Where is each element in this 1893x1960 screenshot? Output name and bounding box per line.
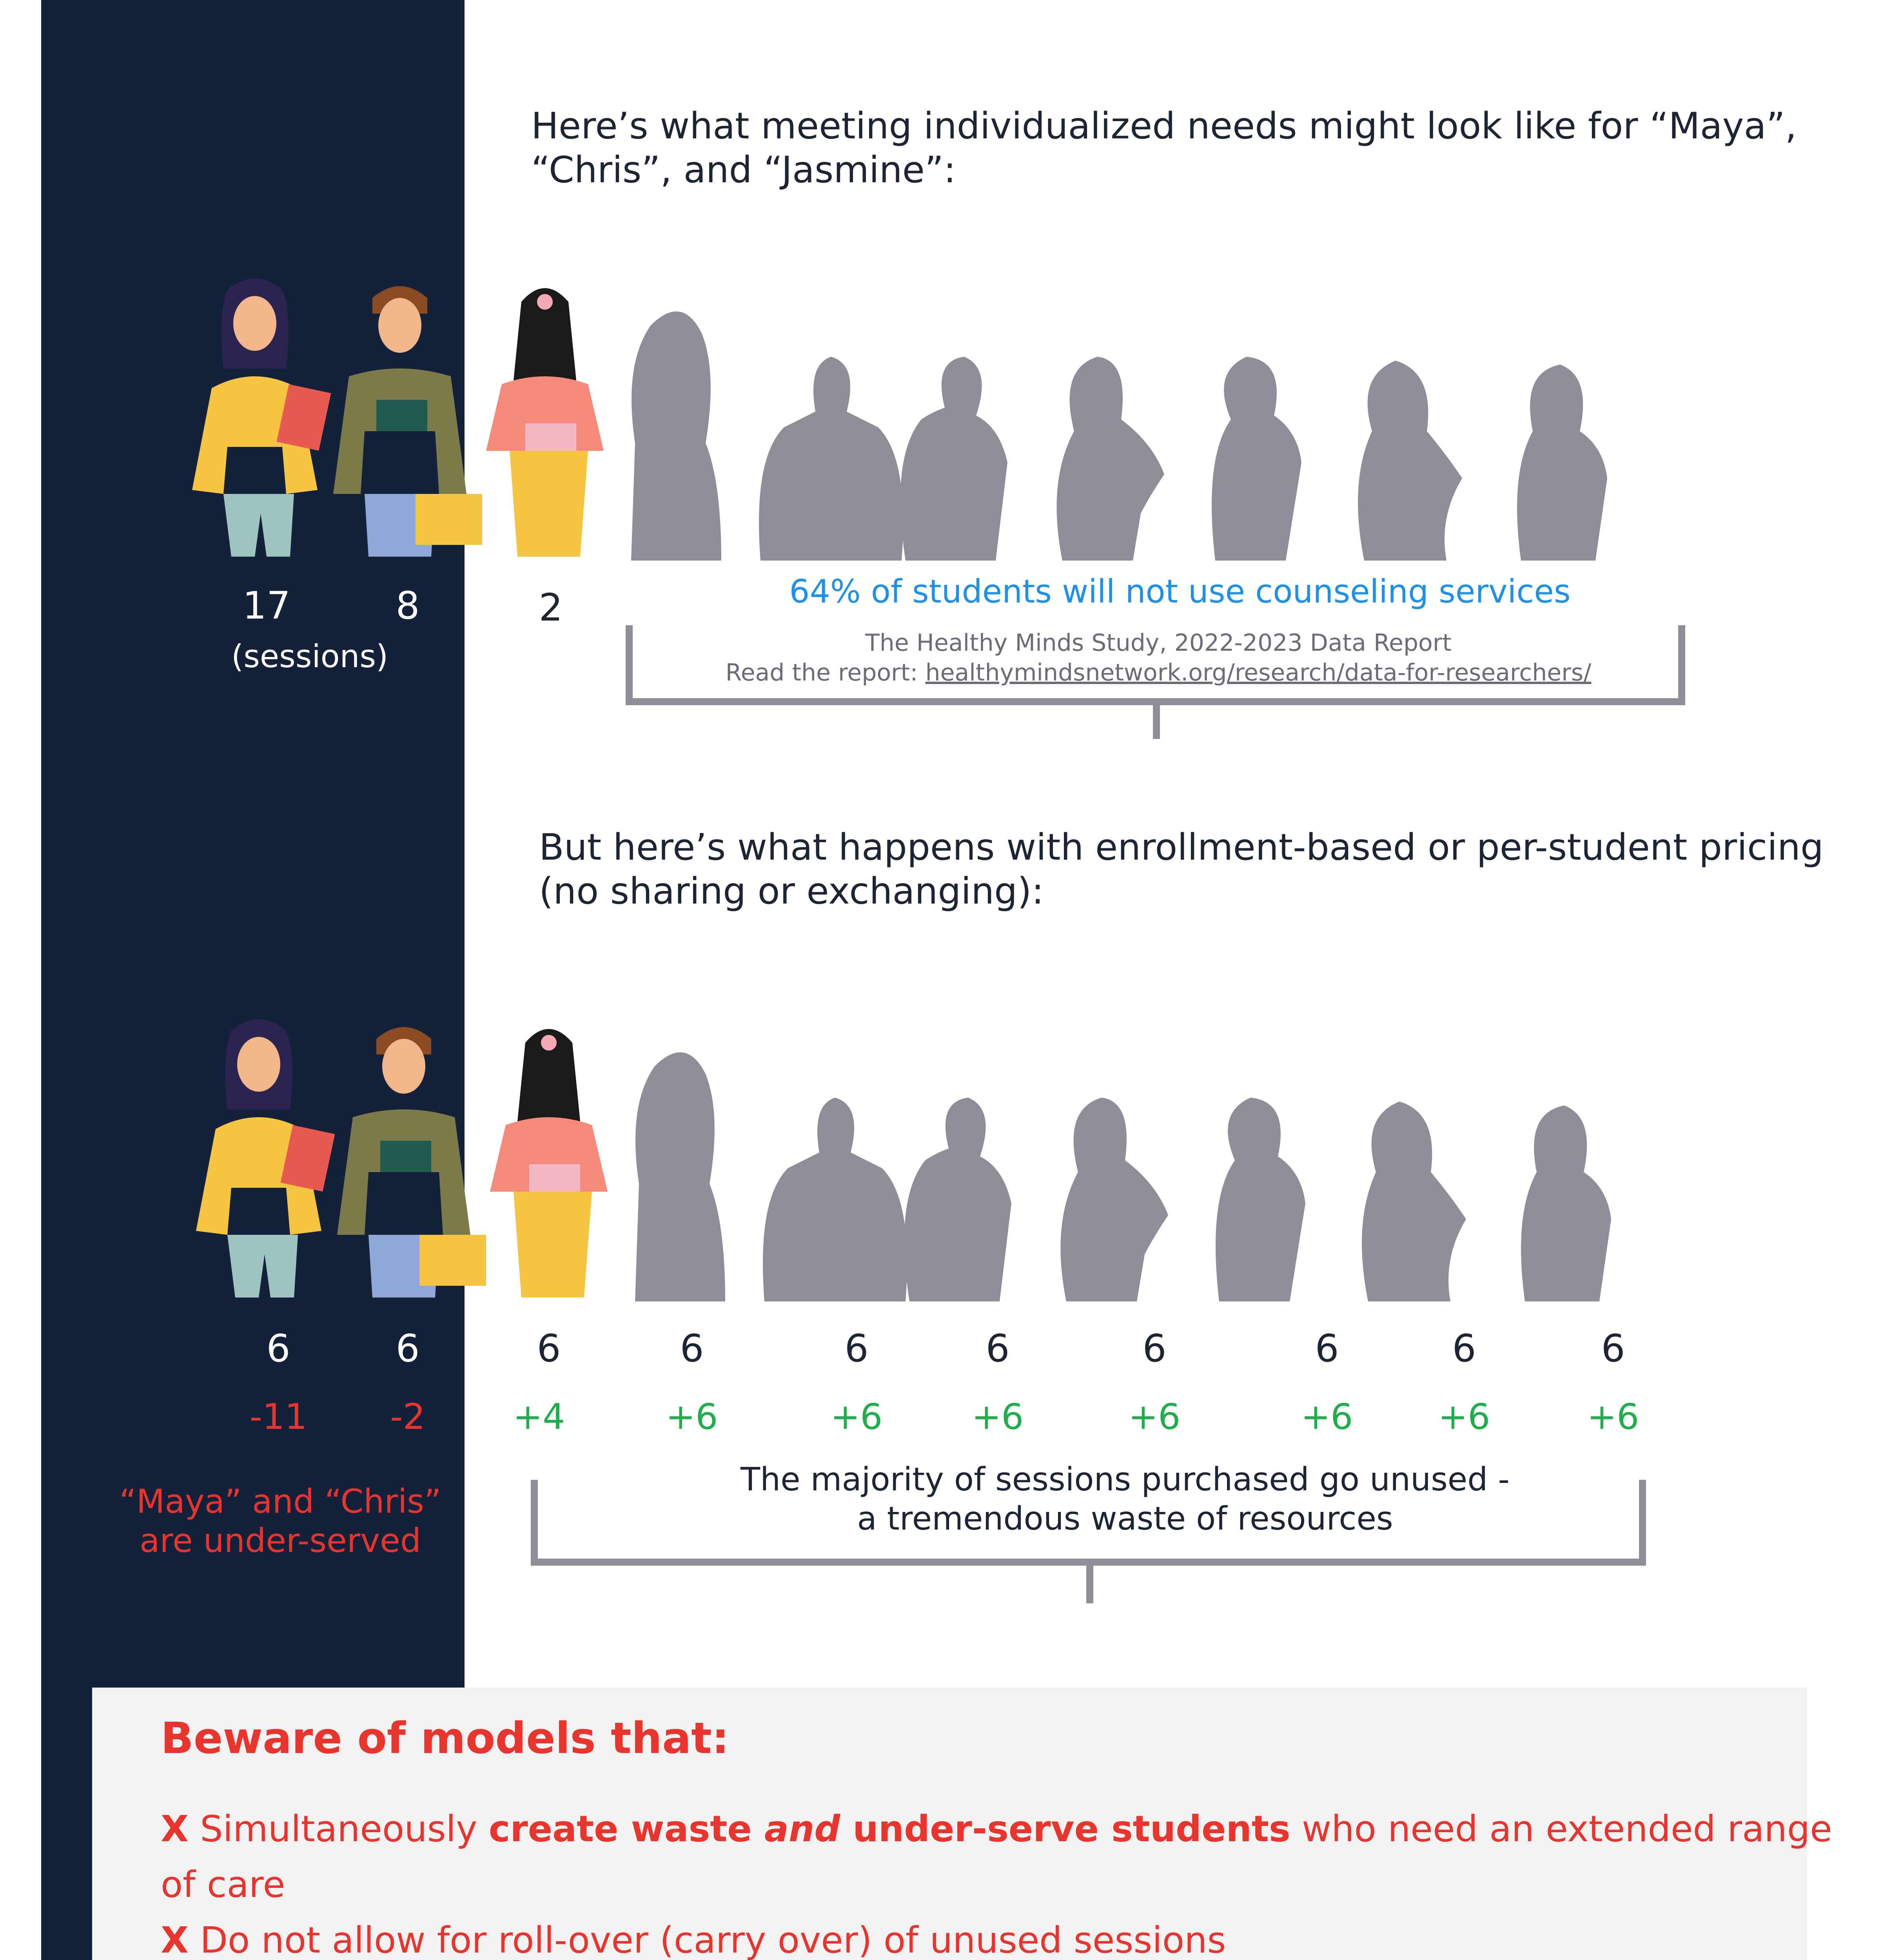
people-row-2: [192, 1015, 1760, 1301]
allotment-4: 6: [680, 1327, 704, 1370]
majority-line-1: The majority of sessions purchased go unused -: [741, 1461, 1510, 1498]
beware-item-1-continued: of care: [161, 1864, 285, 1906]
maya-illustration: [192, 278, 331, 557]
difference-5: +6: [830, 1396, 883, 1437]
maya-sessions: 17: [242, 584, 291, 628]
underserved-note: [104, 1482, 457, 1560]
intro-2-line-1: But here’s what happens with enrollment-based or per-student pricing: [539, 826, 1824, 868]
difference-2: -2: [390, 1396, 425, 1437]
item-2-text: Do not allow for roll-over (carry over) of unused sessions: [200, 1919, 1226, 1960]
beware-title: Beware of models that:: [161, 1713, 729, 1763]
x-marker: X: [161, 1808, 189, 1850]
source-citation: [649, 628, 1668, 688]
beware-item-1: [161, 1801, 1832, 1857]
source-link-line: [649, 658, 1668, 688]
difference-6: +6: [971, 1396, 1024, 1437]
allotment-9: 6: [1452, 1327, 1476, 1370]
anonymous-silhouettes: [631, 311, 1607, 561]
jasmine-illustration: [486, 288, 604, 557]
difference-1: -11: [249, 1396, 307, 1437]
intro-2-line-2: (no sharing or exchanging):: [539, 870, 1044, 912]
difference-4: +6: [666, 1396, 718, 1437]
intro-1-line-1: Here’s what meeting individualized needs might look like for “Maya”,: [531, 105, 1797, 147]
allotment-5: 6: [844, 1327, 869, 1370]
sessions-unit-label: (sessions): [231, 638, 388, 675]
item-1-bold-2: under-serve students: [840, 1808, 1290, 1850]
difference-9: +6: [1438, 1396, 1490, 1437]
difference-3: +4: [513, 1396, 565, 1437]
beware-list: [161, 1801, 1832, 1960]
source-link[interactable]: healthymindsnetwork.org/research/data-for-researchers/: [925, 659, 1592, 686]
difference-10: +6: [1587, 1396, 1639, 1437]
allotment-6: 6: [986, 1327, 1010, 1370]
chris-illustration: [333, 286, 482, 557]
allotment-8: 6: [1315, 1327, 1339, 1370]
allotment-1: 6: [266, 1327, 290, 1370]
item-1-bold-1: create waste: [488, 1808, 764, 1850]
beware-item-2: [161, 1913, 1832, 1960]
beware-panel: [92, 1688, 1832, 1960]
maya-illustration-2: [196, 1019, 335, 1298]
anonymous-silhouettes-2: [635, 1052, 1611, 1301]
allotment-10: 6: [1601, 1327, 1625, 1370]
chris-illustration-2: [337, 1027, 486, 1298]
underserved-line-2: are under-served: [139, 1521, 421, 1560]
usage-stat: 64% of students will not use counseling services: [789, 573, 1571, 610]
majority-line-2: a tremendous waste of resources: [857, 1500, 1393, 1537]
intro-1-line-2: “Chris”, and “Jasmine”:: [531, 149, 956, 191]
source-title: The Healthy Minds Study, 2022-2023 Data Report: [865, 629, 1452, 657]
x-marker: X: [161, 1919, 189, 1960]
allotment-3: 6: [537, 1327, 561, 1370]
item-1-bold-italic: and: [764, 1808, 840, 1850]
jasmine-illustration-2: [490, 1029, 608, 1298]
item-1-post: who need an extended range: [1290, 1808, 1832, 1850]
difference-8: +6: [1301, 1396, 1353, 1437]
jasmine-sessions: 2: [539, 586, 563, 630]
allotment-7: 6: [1142, 1327, 1167, 1370]
allotment-2: 6: [396, 1327, 420, 1370]
difference-7: +6: [1128, 1396, 1181, 1437]
people-row-1: [188, 274, 1756, 561]
chris-sessions: 8: [396, 584, 420, 628]
bracket-2: [531, 1478, 1648, 1607]
item-1-pre: Simultaneously: [200, 1808, 489, 1850]
intro-text-1: [531, 104, 1797, 192]
intro-text-2: [539, 825, 1824, 913]
source-prefix: Read the report:: [725, 659, 926, 686]
underserved-line-1: “Maya” and “Chris”: [119, 1482, 441, 1521]
